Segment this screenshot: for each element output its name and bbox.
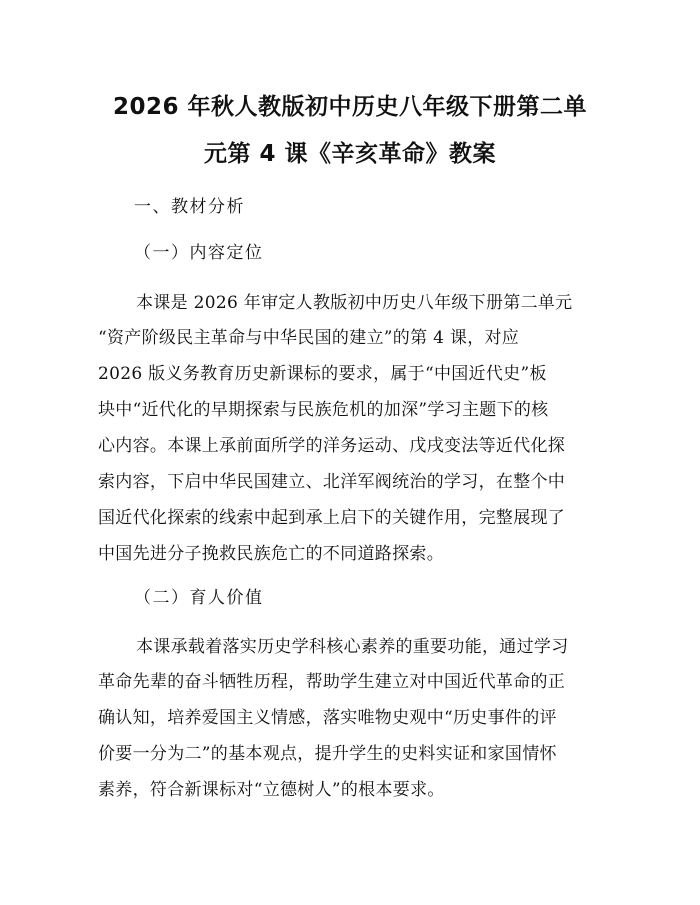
paragraph-line: 本课承载着落实历史学科核心素养的重要功能，通过学习: [136, 637, 569, 657]
paragraph-line: 革命先辈的奋斗牺牲历程，帮助学生建立对中国近代革命的正: [98, 672, 566, 692]
section-heading-textbook-analysis: 一、教材分析: [134, 197, 245, 217]
paragraph-line: 本课是 2026 年审定人教版初中历史八年级下册第二单元: [136, 293, 573, 313]
paragraph-line: 中国先进分子挽救民族危亡的不同道路探索。: [98, 544, 444, 564]
subsection-heading-educational-value: （二）育人价值: [134, 588, 264, 608]
paragraph-line: 块中“近代化的早期探索与民族危机的加深”学习主题下的核: [98, 400, 549, 420]
paragraph-line: 索内容，下启中华民国建立、北洋军阀统治的学习，在整个中: [98, 472, 566, 492]
document-title-line-2: 元第 4 课《辛亥革命》教案: [203, 141, 497, 167]
paragraph-line: 心内容。本课上承前面所学的洋务运动、戊戌变法等近代化探: [98, 436, 566, 456]
paragraph-line: “资产阶级民主革命与中华民国的建立”的第 4 课，对应: [98, 328, 520, 348]
paragraph-line: 价要一分为二”的基本观点，提升学生的史料实证和家国情怀: [98, 744, 557, 764]
paragraph-line: 确认知，培养爱国主义情感，落实唯物史观中“历史事件的评: [98, 708, 557, 728]
document-title-line-1: 2026 年秋人教版初中历史八年级下册第二单: [112, 94, 588, 120]
paragraph-line: 素养，符合新课标对“立德树人”的根本要求。: [98, 780, 445, 800]
paragraph-line: 国近代化探索的线索中起到承上启下的关键作用，完整展现了: [98, 508, 566, 528]
paragraph-line: 2026 版义务教育历史新课标的要求，属于“中国近代史”板: [98, 364, 547, 384]
subsection-heading-content-positioning: （一）内容定位: [134, 243, 264, 263]
